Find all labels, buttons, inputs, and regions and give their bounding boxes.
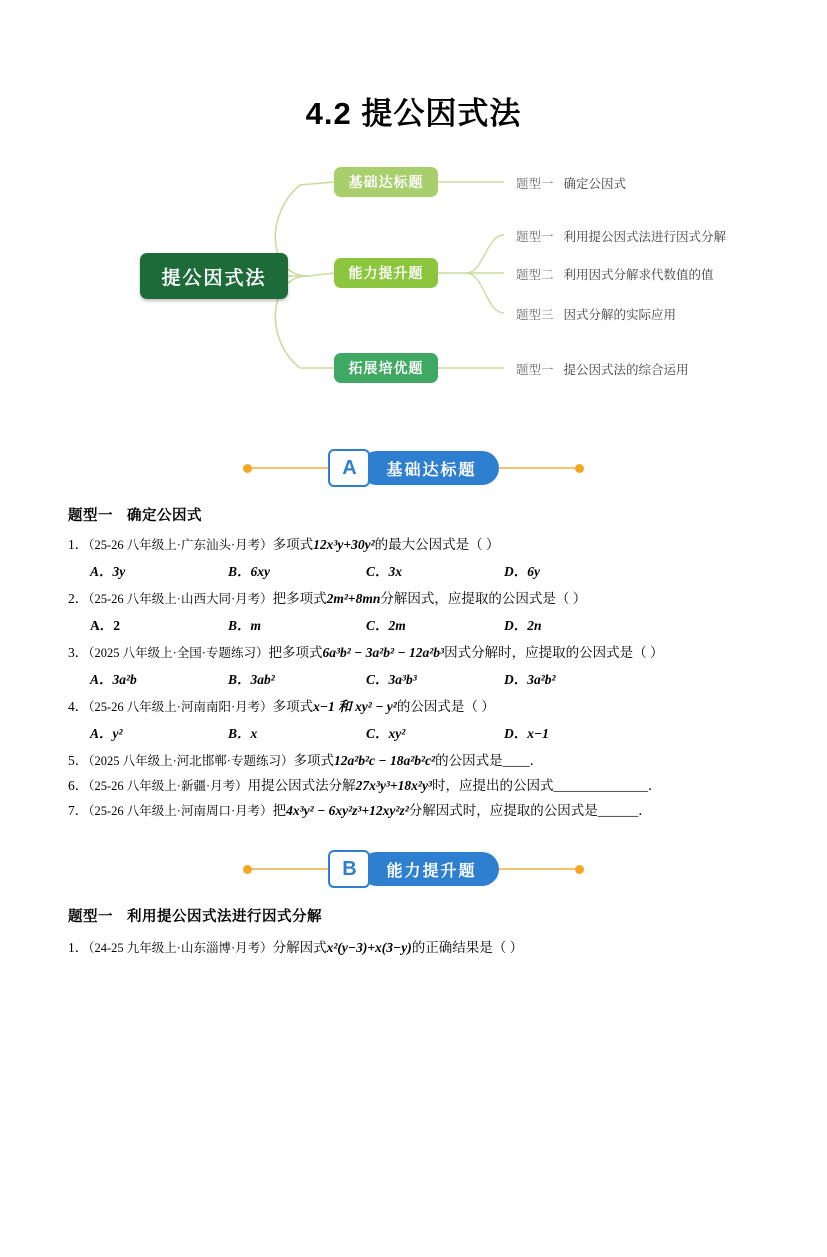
question-stem-post: 的最大公因式是（ ） (374, 537, 500, 552)
option-c[interactable]: C．3a³b³ (366, 671, 417, 687)
question-stem-pre: 多项式 (272, 698, 314, 714)
question-expression: 4x³y² − 6xy²z³+12xy²z² (286, 802, 409, 818)
banner-line-right (499, 467, 575, 469)
option-b[interactable]: B．3ab² (228, 671, 275, 687)
section-letter-a: A (328, 449, 370, 487)
mindmap-leaf (516, 227, 726, 245)
question-source: （25-26 八年级上·河南南阳·月考） (88, 699, 273, 714)
question-item (68, 801, 759, 822)
option-c[interactable]: C．xy² (366, 725, 406, 741)
question-source: （25-26 八年级上·河南周口·月考） (88, 803, 273, 818)
page-title: 4.2 提公因式法 (305, 96, 522, 131)
question-expression: 2m²+8mn (326, 590, 381, 606)
banner-line-right (499, 868, 575, 870)
mindmap-leaf-tag: 题型二 (516, 268, 554, 282)
option-d[interactable]: D．2n (504, 617, 542, 633)
question-stem-post: 因式分解时，应提取的公因式是（ ） (444, 644, 664, 660)
document-page (0, 88, 827, 1257)
question-expression: 12a²b²c − 18a²b²c² (333, 752, 436, 768)
question-number: 1． (68, 537, 89, 552)
mindmap-branch-basic: 基础达标题 (334, 167, 438, 197)
question-type-tag: 题型一 (68, 909, 113, 926)
mindmap-root-node: 提公因式法 (140, 253, 288, 299)
question-expression: x−1 和 xy² − y² (313, 698, 397, 714)
question-stem-pre: 分解因式 (272, 940, 327, 956)
question-type-text: 确定公因式 (127, 508, 202, 524)
option-b[interactable]: B．6xy (228, 563, 270, 579)
question-number: 7． (68, 802, 89, 818)
question-stem-post: 时，应提出的公因式______________． (432, 777, 662, 793)
banner-dot-left-icon (243, 464, 252, 473)
question-stem-pre: 多项式 (293, 752, 334, 768)
question-source: （25-26 八年级上·广东汕头·月考） (88, 538, 273, 552)
mindmap-leaf-tag: 题型一 (516, 177, 554, 191)
banner-dot-right-icon (575, 464, 584, 473)
question-source: （2025 八年级上·全国·专题练习） (88, 645, 269, 660)
question-item (68, 938, 759, 959)
question-type-text: 利用提公因式法进行因式分解 (127, 909, 322, 926)
question-item (68, 535, 759, 556)
banner-line-left (252, 868, 328, 870)
mindmap-branch-extend: 拓展培优题 (334, 353, 438, 383)
mindmap-leaf (516, 305, 676, 323)
option-c[interactable]: C．3x (366, 563, 403, 579)
question-item (68, 751, 759, 772)
mindmap-leaf (516, 360, 689, 378)
mindmap-leaf-tag: 题型三 (516, 308, 554, 322)
section-title-b: 能力提升题 (360, 852, 498, 886)
question-source: （24-25 九年级上·山东淄博·月考） (88, 941, 273, 956)
mindmap-leaf-tag: 题型一 (516, 230, 554, 244)
question-source: （25-26 八年级上·山西大同·月考） (88, 591, 273, 606)
question-source: （2025 八年级上·河北邯郸·专题练习） (88, 753, 294, 768)
option-d[interactable]: D．6y (504, 563, 540, 579)
question-number: 4． (68, 698, 89, 714)
question-options (68, 560, 759, 580)
question-expression: 27x³y³+18x²y³ (355, 777, 432, 793)
question-item (68, 589, 759, 610)
question-expression: 12x³y+30y² (313, 537, 375, 552)
question-stem-pre: 把多项式 (268, 644, 323, 660)
question-number: 3． (68, 644, 89, 660)
question-number: 6． (68, 777, 89, 793)
question-item (68, 697, 759, 718)
mindmap-leaf (516, 265, 714, 283)
option-b[interactable]: B．m (228, 617, 262, 633)
question-stem-pre: 多项式 (272, 537, 314, 552)
mindmap (68, 155, 759, 420)
banner-dot-left-icon (243, 865, 252, 874)
banner-line-left (252, 467, 328, 469)
section-banner-a (68, 446, 759, 490)
section-letter-b: B (328, 850, 370, 888)
option-a[interactable]: A．3a²b (90, 671, 137, 687)
question-number: 2． (68, 590, 89, 606)
option-a[interactable]: A．2 (90, 617, 120, 633)
question-type-heading-b (68, 905, 759, 926)
question-stem-pre: 用提公因式法分解 (247, 777, 356, 793)
option-d[interactable]: D．x−1 (504, 725, 549, 741)
question-stem-pre: 把 (272, 802, 287, 818)
option-a[interactable]: A．y² (90, 725, 123, 741)
question-options (68, 668, 759, 688)
option-c[interactable]: C．2m (366, 617, 406, 633)
section-banner-b (68, 847, 759, 891)
section-title-a: 基础达标题 (360, 451, 498, 485)
option-d[interactable]: D．3a²b² (504, 671, 556, 687)
question-type-heading-a (68, 504, 759, 525)
question-stem-post: 分解因式时，应提取的公因式是______． (408, 802, 652, 818)
mindmap-leaf-text: 利用提公因式法进行因式分解 (563, 230, 727, 244)
mindmap-leaf-text: 因式分解的实际应用 (563, 308, 677, 322)
question-options (68, 614, 759, 634)
option-b[interactable]: B．x (228, 725, 258, 741)
option-a[interactable]: A．3y (90, 563, 126, 579)
question-stem-post: 的公因式是（ ） (396, 698, 495, 714)
question-expression: x²(y−3)+x(3−y) (326, 940, 412, 956)
question-stem-post: 的公因式是____． (435, 752, 544, 768)
question-expression: 6a³b² − 3a²b² − 12a²b³ (322, 644, 445, 660)
mindmap-branch-improve: 能力提升题 (334, 258, 438, 288)
question-source: （25-26 八年级上·新疆·月考） (88, 778, 248, 793)
question-number: 1． (68, 940, 89, 956)
mindmap-leaf (516, 174, 626, 192)
question-item (68, 643, 759, 664)
mindmap-leaf-text: 利用因式分解求代数值的值 (563, 268, 714, 282)
question-stem-post: 的正确结果是（ ） (411, 940, 524, 956)
question-number: 5． (68, 752, 89, 768)
question-stem-pre: 把多项式 (272, 590, 327, 606)
mindmap-leaf-text: 确定公因式 (563, 177, 627, 191)
question-options (68, 722, 759, 742)
banner-dot-right-icon (575, 865, 584, 874)
question-item (68, 776, 759, 797)
mindmap-leaf-tag: 题型一 (516, 363, 554, 377)
question-type-tag: 题型一 (68, 508, 113, 524)
mindmap-leaf-text: 提公因式法的综合运用 (563, 363, 689, 377)
question-stem-post: 分解因式，应提取的公因式是（ ） (380, 590, 587, 606)
